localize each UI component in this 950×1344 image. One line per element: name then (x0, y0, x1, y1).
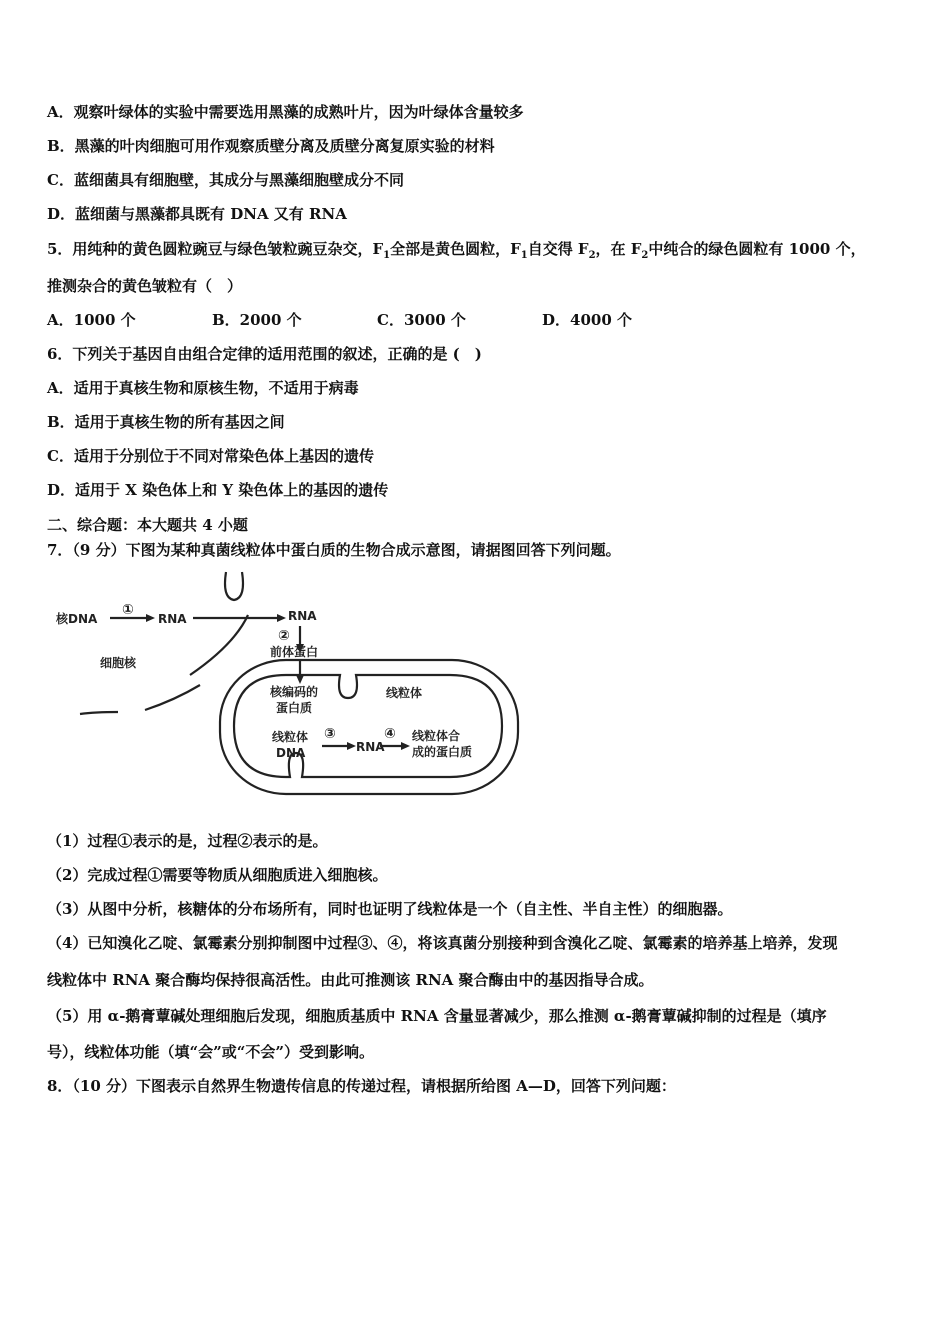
label-mito-dna-2: DNA (276, 746, 306, 760)
q4-option-c: C．蓝细菌具有细胞壁，其成分与黑藻细胞壁成分不同 (47, 171, 404, 189)
label-step4: ④ (384, 726, 396, 742)
section-heading: 二、综合题：本大题共 4 小题 (47, 516, 248, 534)
q7-stem: 7．（9 分）下图为某种真菌线粒体中蛋白质的生物合成示意图，请据图回答下列问题。 (47, 541, 621, 559)
label-mito-protein-1: 线粒体合 (412, 729, 461, 743)
q4-option-b: B．黑藻的叶肉细胞可用作观察质壁分离及质壁分离复原实验的材料 (47, 137, 495, 155)
q7-sub2: （2）完成过程①需要等物质从细胞质进入细胞核。 (47, 866, 388, 884)
q6-option-d: D．适用于 X 染色体上和 Y 染色体上的基因的遗传 (47, 481, 389, 499)
label-precursor-protein: 前体蛋白 (270, 645, 319, 659)
q5-option-c: C．3000 个 (377, 311, 466, 329)
q7-sub1: （1）过程①表示的是，过程②表示的是。 (47, 832, 328, 850)
label-mito-dna-1: 线粒体 (272, 730, 309, 744)
q7-sub4-line1: （4）已知溴化乙啶、氯霉素分别抑制图中过程③、④，将该真菌分别接种到含溴化乙啶、氯霉素的培养基上培养，发现 (47, 934, 838, 952)
mitochondria-protein-diagram (50, 570, 520, 810)
nuclear-membrane-fragment (225, 572, 243, 600)
q7-sub3: （3）从图中分析，核糖体的分布场所有，同时也证明了线粒体是一个（自主性、半自主性）的细胞器。 (47, 900, 733, 918)
label-step1: ① (122, 602, 134, 618)
q7-sub4-line2: 线粒体中 RNA 聚合酶均保持很高活性。由此可推测该 RNA 聚合酶由中的基因指导合成。 (47, 971, 654, 989)
label-nuclear-protein-1: 核编码的 (270, 685, 319, 699)
q5-option-d: D．4000 个 (542, 311, 632, 329)
q5-option-b: B．2000 个 (212, 311, 302, 329)
nuclear-membrane-fragment (145, 685, 200, 710)
label-step3: ③ (324, 726, 336, 742)
label-mito-protein-2: 成的蛋白质 (412, 745, 473, 759)
label-nucleus: 细胞核 (100, 656, 137, 670)
nuclear-membrane-fragment (80, 712, 118, 714)
q4-option-d: D．蓝细菌与黑藻都具既有 DNA 又有 RNA (47, 205, 347, 223)
q5-option-a: A．1000 个 (47, 311, 136, 329)
label-mitochondrion: 线粒体 (386, 686, 423, 700)
label-step2: ② (278, 628, 290, 644)
q5-stem: 5．用纯种的黄色圆粒豌豆与绿色皱粒豌豆杂交，$F_1$全部是黄色圆粒，$F_1$自交得 $F_2$，在 $F_2$中纯合的绿色圆粒有 1000 个， (47, 240, 866, 261)
q7-sub5-line2: 号），线粒体功能（填“会”或“不会”）受到影响。 (47, 1043, 375, 1061)
label-rna1: RNA (158, 612, 187, 626)
nuclear-membrane-fragment (190, 615, 248, 675)
q6-option-a: A．适用于真核生物和原核生物，不适用于病毒 (47, 379, 359, 397)
q5-options (47, 310, 920, 330)
q6-option-c: C．适用于分别位于不同对常染色体上基因的遗传 (47, 447, 374, 465)
q5-stem-line2: 推测杂合的黄色皱粒有（ ） (47, 277, 243, 295)
q6-option-b: B．适用于真核生物的所有基因之间 (47, 413, 285, 431)
label-rna2: RNA (288, 609, 317, 623)
q8-stem: 8．（10 分）下图表示自然界生物遗传信息的传递过程，请根据所给图 A—D，回答下列问题： (47, 1077, 676, 1095)
label-rna3: RNA (356, 740, 385, 754)
q7-sub5-line1: （5）用 α-鹅膏蕈碱处理细胞后发现，细胞质基质中 RNA 含量显著减少，那么推测 α-鹅膏蕈碱抑制的过程是（填序 (47, 1007, 827, 1025)
q4-option-a: A．观察叶绿体的实验中需要选用黑藻的成熟叶片，因为叶绿体含量较多 (47, 103, 524, 121)
q6-stem: 6．下列关于基因自由组合定律的适用范围的叙述，正确的是 ( ) (47, 345, 482, 363)
label-nuclear-dna: 核DNA (56, 612, 98, 626)
label-nuclear-protein-2: 蛋白质 (276, 701, 313, 715)
